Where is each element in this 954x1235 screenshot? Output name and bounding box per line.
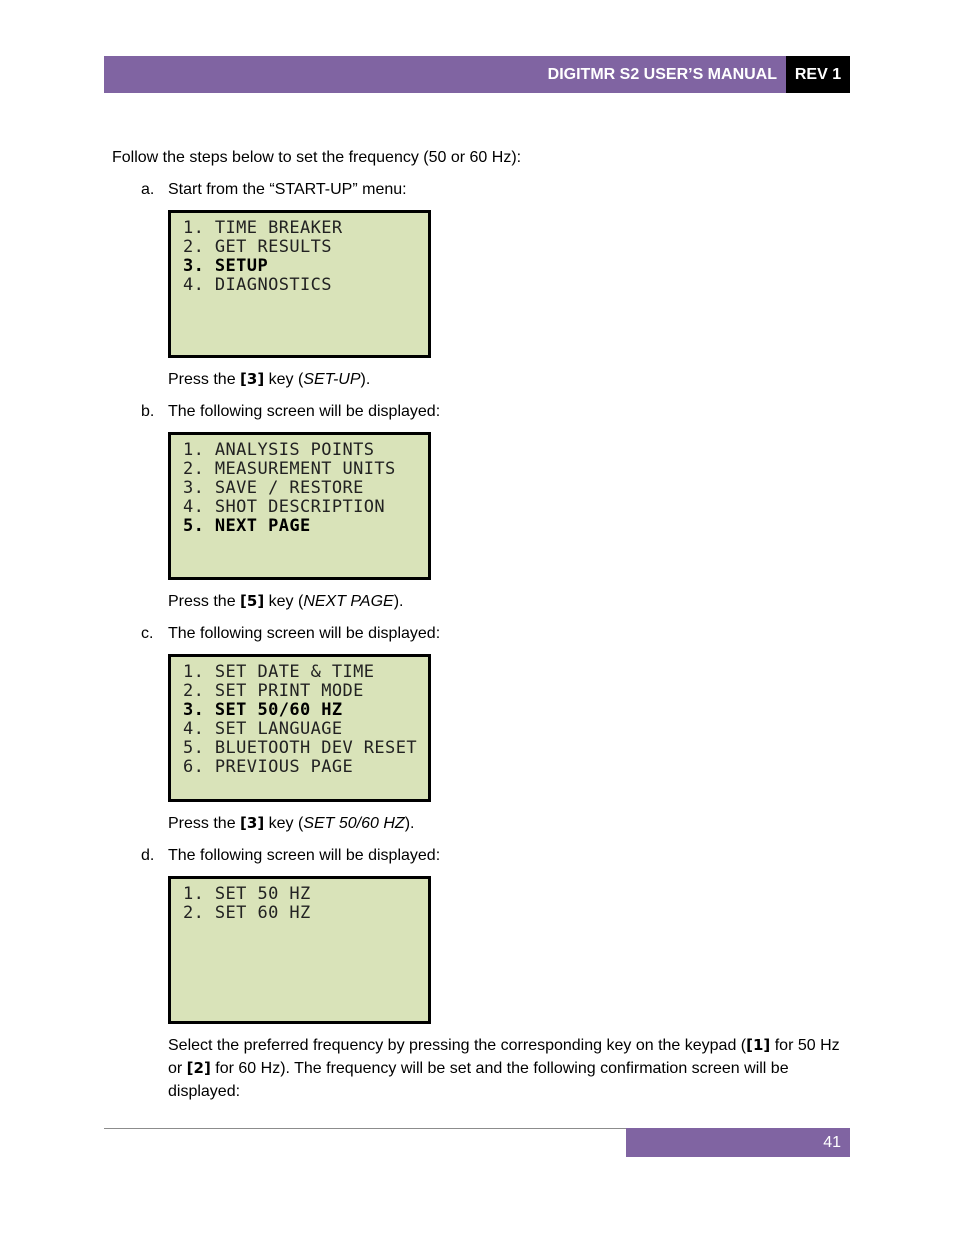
menu-name: SET-UP [303, 371, 361, 388]
key-label: [5] [240, 592, 265, 610]
lcd-line-selected: 3. SETUP [183, 256, 269, 276]
menu-name: SET 50/60 HZ [303, 815, 405, 832]
lcd-startup-menu [168, 210, 431, 358]
key-label: [1] [746, 1036, 771, 1054]
instruction-text: Press the [168, 815, 241, 832]
lcd-setup-menu [168, 432, 431, 580]
step-b-instruction [168, 590, 403, 613]
lcd-line: 4. SET LANGUAGE [183, 719, 343, 739]
instruction-text: Select the preferred frequency by pressing the corresponding key on the keypad ( [168, 1037, 747, 1054]
key-label: [3] [240, 370, 265, 388]
lcd-line: 1. SET DATE & TIME [183, 662, 375, 682]
lcd-line-selected: 3. SET 50/60 HZ [183, 700, 343, 720]
page-header [104, 56, 850, 93]
intro-text: Follow the steps below to set the frequency (50 or 60 Hz): [112, 149, 522, 166]
lcd-line: 1. TIME BREAKER [183, 218, 343, 238]
lcd-line: 5. BLUETOOTH DEV RESET [183, 738, 417, 758]
instruction-text: ). [404, 815, 415, 832]
step-a-text: Start from the “START-UP” menu: [168, 181, 407, 198]
lcd-line: 6. PREVIOUS PAGE [183, 757, 354, 777]
step-b-text: The following screen will be displayed: [168, 403, 441, 420]
step-c-text: The following screen will be displayed: [168, 625, 441, 642]
instruction-text: ). [360, 371, 371, 388]
footer-divider [104, 1128, 626, 1129]
revision-badge: REV 1 [786, 56, 850, 93]
instruction-text: Press the [168, 593, 241, 610]
instruction-text: key ( [264, 593, 304, 610]
lcd-frequency-menu [168, 876, 431, 1024]
final-instruction [168, 1034, 848, 1103]
instruction-text: key ( [264, 371, 304, 388]
key-label: [2] [186, 1059, 211, 1077]
instruction-text: for 50 Hz or [168, 1037, 840, 1077]
instruction-text: for 60 Hz). The frequency will be set and the following confirmation screen will be displayed: [168, 1060, 789, 1100]
manual-title: DIGITMR S2 USER’S MANUAL [547, 65, 777, 83]
lcd-line: 3. SAVE / RESTORE [183, 478, 364, 498]
page-number-box [626, 1128, 850, 1157]
step-d-letter: d. [141, 847, 155, 864]
key-label: [3] [240, 814, 265, 832]
lcd-next-page-menu [168, 654, 431, 802]
page-number: 41 [823, 1133, 841, 1151]
lcd-line: 4. SHOT DESCRIPTION [183, 497, 386, 517]
lcd-line: 1. ANALYSIS POINTS [183, 440, 375, 460]
step-d-text: The following screen will be displayed: [168, 847, 441, 864]
instruction-text: key ( [264, 815, 304, 832]
step-a-letter: a. [141, 181, 155, 198]
instruction-text: Press the [168, 371, 241, 388]
lcd-line: 2. MEASUREMENT UNITS [183, 459, 396, 479]
lcd-line-selected: 5. NEXT PAGE [183, 516, 311, 536]
instruction-text: ). [393, 593, 404, 610]
step-c-letter: c. [141, 625, 154, 642]
lcd-line: 2. GET RESULTS [183, 237, 332, 257]
lcd-line: 2. SET 60 HZ [183, 903, 311, 923]
step-b-letter: b. [141, 403, 155, 420]
step-c-instruction [168, 812, 414, 835]
step-a-instruction [168, 368, 370, 391]
lcd-line: 4. DIAGNOSTICS [183, 275, 332, 295]
lcd-line: 2. SET PRINT MODE [183, 681, 364, 701]
lcd-line: 1. SET 50 HZ [183, 884, 311, 904]
menu-name: NEXT PAGE [303, 593, 394, 610]
